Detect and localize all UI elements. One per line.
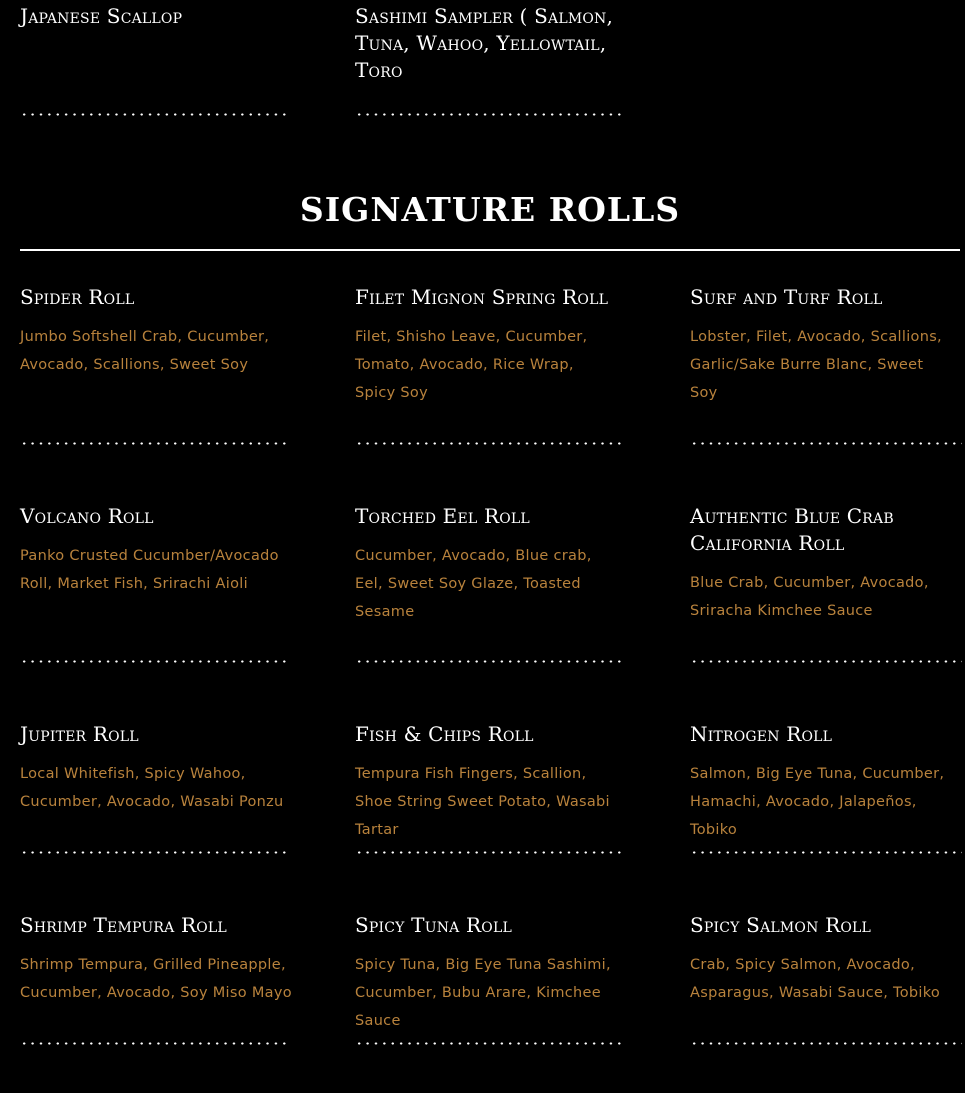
dotted-divider — [20, 851, 290, 854]
menu-item-japanese-scallop — [20, 3, 292, 30]
menu-item-name: Jupiter Roll — [20, 722, 139, 746]
menu-item-description: Filet, Shisho Leave, Cucumber, Tomato, Avocado, Rice Wrap, Spicy Soy — [355, 329, 588, 401]
menu-item-shrimp-tempura-roll — [20, 912, 292, 1007]
menu-item-name: Volcano Roll — [20, 504, 154, 528]
menu-item-filet-mignon-spring-roll — [355, 284, 617, 407]
dotted-divider — [355, 1042, 625, 1045]
menu-item-name: Authentic Blue Crab California Roll — [690, 504, 894, 555]
menu-item-description: Jumbo Softshell Crab, Cucumber, Avocado, Scallions, Sweet Soy — [20, 329, 270, 373]
menu-item-name: Filet Mignon Spring Roll — [355, 285, 609, 309]
dotted-divider — [20, 442, 290, 445]
dotted-divider — [20, 1042, 290, 1045]
menu-item-description: Tempura Fish Fingers, Scallion, Shoe String Sweet Potato, Wasabi Tartar — [355, 766, 610, 838]
menu-item-description: Spicy Tuna, Big Eye Tuna Sashimi, Cucumber, Bubu Arare, Kimchee Sauce — [355, 957, 611, 1029]
menu-item-blue-crab-california-roll — [690, 503, 952, 625]
menu-item-fish-and-chips-roll — [355, 721, 623, 844]
menu-item-spicy-salmon-roll — [690, 912, 952, 1007]
menu-item-volcano-roll — [20, 503, 292, 598]
menu-item-name: Spider Roll — [20, 285, 135, 309]
menu-item-torched-eel-roll — [355, 503, 617, 626]
menu-item-name: Shrimp Tempura Roll — [20, 913, 227, 937]
dotted-divider — [690, 851, 962, 854]
menu-item-nitrogen-roll — [690, 721, 958, 844]
menu-item-name: Spicy Tuna Roll — [355, 913, 512, 937]
menu-item-name: Spicy Salmon Roll — [690, 913, 872, 937]
menu-item-description: Shrimp Tempura, Grilled Pineapple, Cucumber, Avocado, Soy Miso Mayo — [20, 957, 292, 1001]
section-title: SIGNATURE ROLLS — [299, 190, 681, 229]
dotted-divider — [20, 113, 290, 116]
dotted-divider — [355, 851, 625, 854]
menu-item-spider-roll — [20, 284, 292, 379]
menu-item-name: Torched Eel Roll — [355, 504, 530, 528]
menu-item-name: Sashimi Sampler ( Salmon, Tuna, Wahoo, Yellowtail, Toro — [355, 4, 614, 82]
menu-item-description: Crab, Spicy Salmon, Avocado, Asparagus, Wasabi Sauce, Tobiko — [690, 957, 941, 1001]
menu-item-name: Japanese Scallop — [20, 4, 183, 28]
menu-item-description: Panko Crusted Cucumber/Avocado Roll, Market Fish, Srirachi Aioli — [20, 548, 279, 592]
dotted-divider — [690, 442, 962, 445]
dotted-divider — [355, 113, 625, 116]
menu-item-spicy-tuna-roll — [355, 912, 630, 1035]
dotted-divider — [355, 660, 625, 663]
menu-item-name: Surf and Turf Roll — [690, 285, 883, 309]
dotted-divider — [690, 660, 962, 663]
dotted-divider — [355, 442, 625, 445]
menu-item-description: Local Whitefish, Spicy Wahoo, Cucumber, Avocado, Wasabi Ponzu — [20, 766, 284, 810]
section-divider — [20, 249, 960, 251]
menu-item-name: Nitrogen Roll — [690, 722, 833, 746]
dotted-divider — [20, 660, 290, 663]
menu-item-name: Fish & Chips Roll — [355, 722, 534, 746]
menu-item-jupiter-roll — [20, 721, 292, 816]
menu-item-sashimi-sampler — [355, 3, 620, 84]
menu-item-description: Lobster, Filet, Avocado, Scallions, Garlic/Sake Burre Blanc, Sweet Soy — [690, 329, 942, 401]
dotted-divider — [690, 1042, 962, 1045]
menu-item-surf-and-turf-roll — [690, 284, 952, 407]
menu-item-description: Salmon, Big Eye Tuna, Cucumber, Hamachi, Avocado, Jalapeños, Tobiko — [690, 766, 945, 838]
menu-item-description: Cucumber, Avocado, Blue crab, Eel, Sweet Soy Glaze, Toasted Sesame — [355, 548, 592, 620]
menu-item-description: Blue Crab, Cucumber, Avocado, Sriracha Kimchee Sauce — [690, 575, 929, 619]
